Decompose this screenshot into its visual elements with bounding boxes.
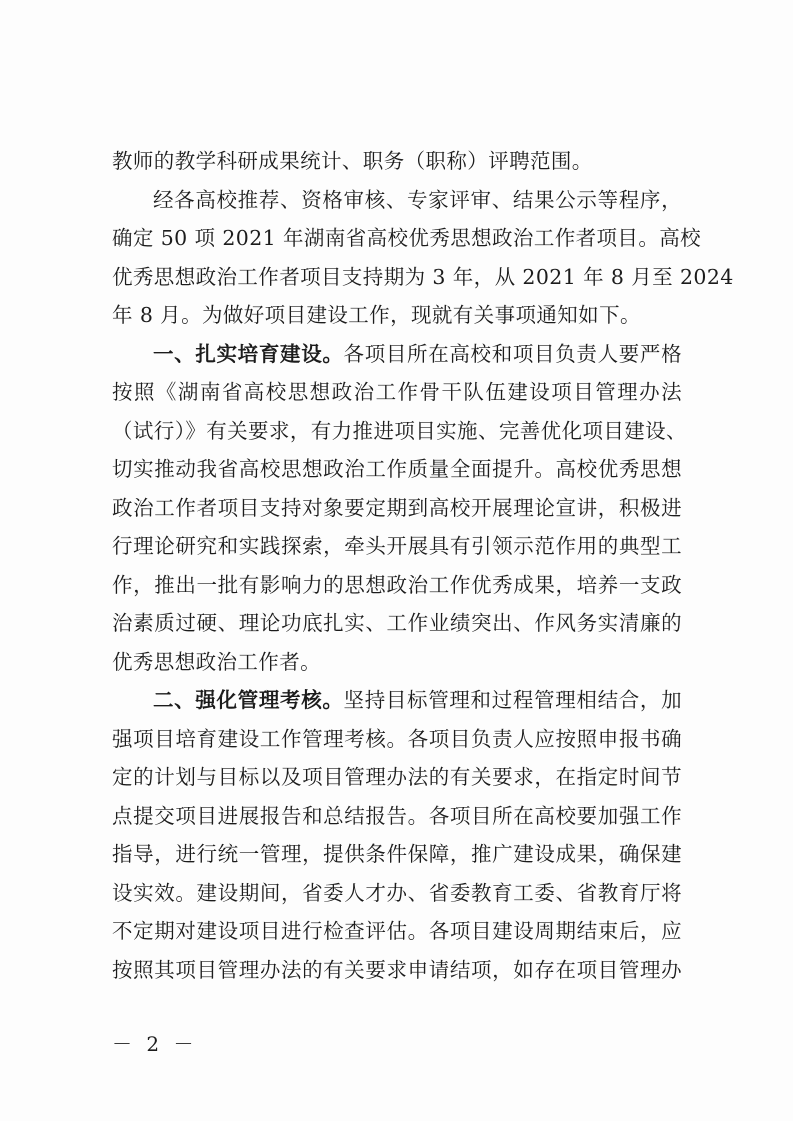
- section-2-line-5: 指导，进行统一管理，提供条件保障，推广建设成果，确保建: [112, 842, 682, 866]
- paragraph-continuation-line: 教师的教学科研成果统计、职务（职称）评聘范围。: [112, 149, 593, 173]
- section-1-line-5: 政治工作者项目支持对象要定期到高校开展理论宣讲，积极进: [112, 495, 682, 520]
- section-1-first-line: [112, 335, 682, 374]
- paragraph-2-line-1: 经各高校推荐、资格审核、专家评审、结果公示等程序，: [153, 187, 682, 212]
- section-1-line-2: 按照《湖南省高校思想政治工作骨干队伍建设项目管理办法: [112, 380, 682, 404]
- document-body: [112, 142, 734, 989]
- paragraph-2-line-4: 年 8 月。为做好项目建设工作，现就有关事项通知如下。: [112, 303, 641, 327]
- page-number: － 2 －: [112, 1032, 198, 1056]
- section-1-line-7: 作，推出一批有影响力的思想政治工作优秀成果，培养一支政: [112, 572, 682, 597]
- section-2-line-1-text: 坚持目标管理和过程管理相结合，加: [343, 688, 682, 712]
- section-1-line-6: 行理论研究和实践探索，牵头开展具有引领示范作用的典型工: [112, 534, 682, 558]
- section-2-heading: 二、强化管理考核。: [153, 688, 344, 712]
- section-1-line-4: 切实推动我省高校思想政治工作质量全面提升。高校优秀思想: [112, 457, 682, 481]
- section-1-line-3: （试行）》有关要求，有力推进项目实施、完善优化项目建设、: [112, 418, 687, 443]
- section-2-first-line: [112, 681, 682, 720]
- section-2-line-3: 定的计划与目标以及项目管理办法的有关要求，在指定时间节: [112, 765, 682, 789]
- paragraph-2-line-3: 优秀思想政治工作者项目支持期为 3 年，从 2021 年 8 月至 2024: [112, 264, 734, 289]
- section-2-line-4: 点提交项目进展报告和总结报告。各项目所在高校要加强工作: [112, 803, 682, 828]
- section-1-line-9: 优秀思想政治工作者。: [112, 649, 321, 674]
- section-1-heading: 一、扎实培育建设。: [153, 341, 344, 366]
- section-2-line-8: 按照其项目管理办法的有关要求申请结项，如存在项目管理办: [112, 957, 682, 982]
- paragraph-2-line-2: 确定 50 项 2021 年湖南省高校优秀思想政治工作者项目。高校: [112, 226, 702, 250]
- section-1-line-1-text: 各项目所在高校和项目负责人要严格: [343, 341, 682, 366]
- section-2-line-7: 不定期对建设项目进行检查评估。各项目建设周期结束后，应: [112, 919, 682, 943]
- section-2-line-2: 强项目培育建设工作管理考核。各项目负责人应按照申报书确: [112, 726, 682, 751]
- section-2-line-6: 设实效。建设期间，省委人才办、省委教育工委、省教育厅将: [112, 880, 682, 905]
- section-1-line-8: 治素质过硬、理论功底扎实、工作业绩突出、作风务实清廉的: [112, 611, 682, 635]
